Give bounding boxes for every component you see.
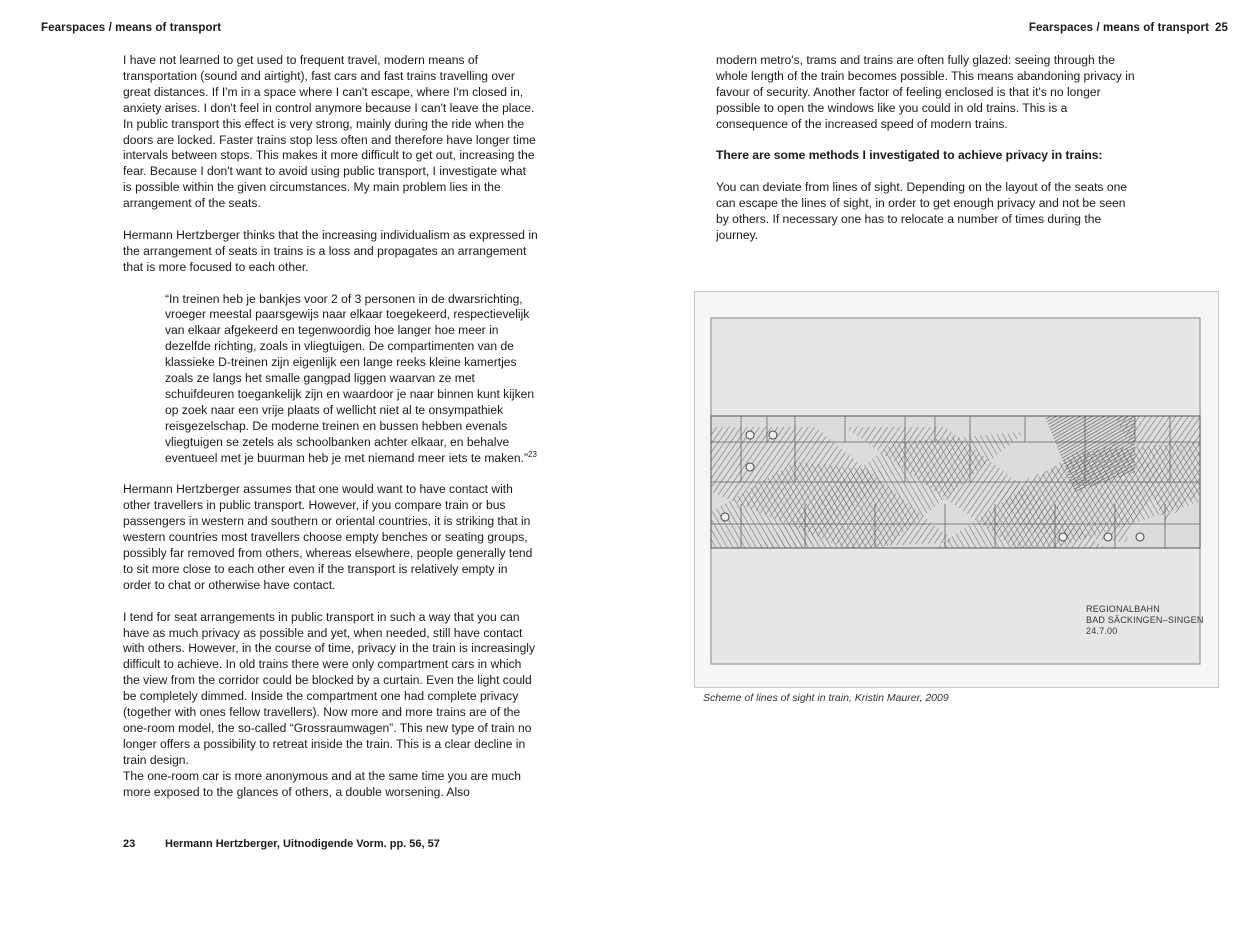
left-column [123, 53, 538, 816]
paragraph-glazed-trains: modern metro's, trams and trains are often fully glazed: seeing through the whole length of the train becomes possible. This means abandoning privacy in favour of security. Another factor of feeling enclosed is that it's no longer possible to open the windows like you could in old trains. This is a consequence of the increased speed of modern trains. [716, 53, 1135, 131]
running-head-left [41, 22, 221, 34]
etching-illustration [695, 292, 1218, 687]
running-head-right-title: Fearspaces / means of transport [1028, 22, 1209, 34]
footnote-number: 23 [123, 838, 136, 850]
plate-stamp-line3: 24.7.00 [1086, 626, 1118, 636]
paragraph-lines-of-sight: You can deviate from lines of sight. Depending on the layout of the seats one can escape the lines of sight, in order to get enough privacy and not be seen by others. If necessary one has to relocate a number of times during the journey. [716, 180, 1128, 242]
running-head-right [1029, 22, 1228, 34]
section-heading: There are some methods I investigated to achieve privacy in trains: [716, 148, 1103, 163]
plate-stamp-line1: REGIONALBAHN [1086, 604, 1160, 614]
quote-text: “In treinen heb je bankjes voor 2 of 3 personen in de dwarsrichting, vroeger meestal paarsgewijs naar elkaar toegekeerd, respectievelijk van elkaar afgekeerd en tegenwoordig hoe langer hoe meer in dezelfde richting, zoals in vliegtuigen. De compartimenten van de klassieke D-treinen zijn eigenlijk een lange reeks kleine kamertjes zoals ze langs het smalle gangpad liggen waarvan ze met schuifdeuren toegankelijk zijn en waardoor je naar binnen kunt kijken op zoek naar een vrije plaats of wellicht niet al te onsympathiek reisgezelschap. De moderne treinen en bussen hebben evenals vliegtuigen se zetels als schoolbanken achter elkaar, en behalve eventueel met je buurman heb je met niemand meer iets te maken.” [165, 291, 535, 465]
running-head-left-title: Fearspaces / means of transport [41, 22, 222, 34]
paragraph-intro: I have not learned to get used to frequent travel, modern means of transportation (sound and airtight), fast cars and fast trains travelling over great distances. If I'm in a space where I can't escape, where I'm closed in, anxiety arises. I don't feel in control anymore because I can't leave the place. In public transport this effect is very strong, mainly during the ride when the doors are locked. Faster trains stop less often and therefore have longer time intervals between stops. This makes it more difficult to get out, increasing the fear. Because I don't want to avoid using public transport, I investigate what is possible within the given circumstances. My main problem lies in the arrangement of the seats. [123, 53, 536, 211]
page-number-right: 25 [1215, 22, 1228, 34]
footnote-reference[interactable]: 23 [528, 449, 537, 459]
paragraph-one-room-car: The one-room car is more anonymous and at the same time you are much more exposed to the glances of others, a double worsening. Also [123, 768, 521, 799]
block-quote [165, 292, 538, 467]
figure-caption: Scheme of lines of sight in train, Kristin Maurer, 2009 [703, 692, 949, 704]
right-column [716, 53, 1136, 260]
plate-stamp-line2: BAD SÄCKINGEN–SINGEN [1086, 615, 1204, 625]
footnote [123, 838, 440, 850]
paragraph-hertzberger: Hermann Hertzberger thinks that the increasing individualism as expressed in the arrangement of seats in trains is a loss and propagates an arrangement that is more focused to each other. [123, 227, 538, 274]
paragraph-seat-arrangements: I tend for seat arrangements in public transport in such a way that you can have as much privacy as possible and yet, when needed, still have contact with others. However, in the course of time, privacy in the train is increasingly difficult to achieve. In old trains there were only compartment cars in which the view from the corridor could be blocked by a curtain. Even the light could be completely dimmed. Inside the compartment one had complete privacy (together with ones fellow travellers). Now more and more trains are of the one-room model, the so-called “Grossraumwagen”. This new type of train no longer offers a possibility to retreat inside the train. This is a clear decline in train design. [123, 609, 536, 767]
footnote-text: Hermann Hertzberger, Uitnodigende Vorm. pp. 56, 57 [165, 838, 440, 850]
figure-etching [694, 291, 1219, 688]
paragraph-contact: Hermann Hertzberger assumes that one would want to have contact with other travellers in public transport. However, if you compare train or bus passengers in western and southern or oriental countries, it is striking that in western countries most travellers choose empty benches or seating groups, possibly far removed from others, whereas elsewhere, people generally tend to sit more close to each other even if the transport is relatively empty in order to chat or otherwise have contact. [123, 482, 533, 592]
